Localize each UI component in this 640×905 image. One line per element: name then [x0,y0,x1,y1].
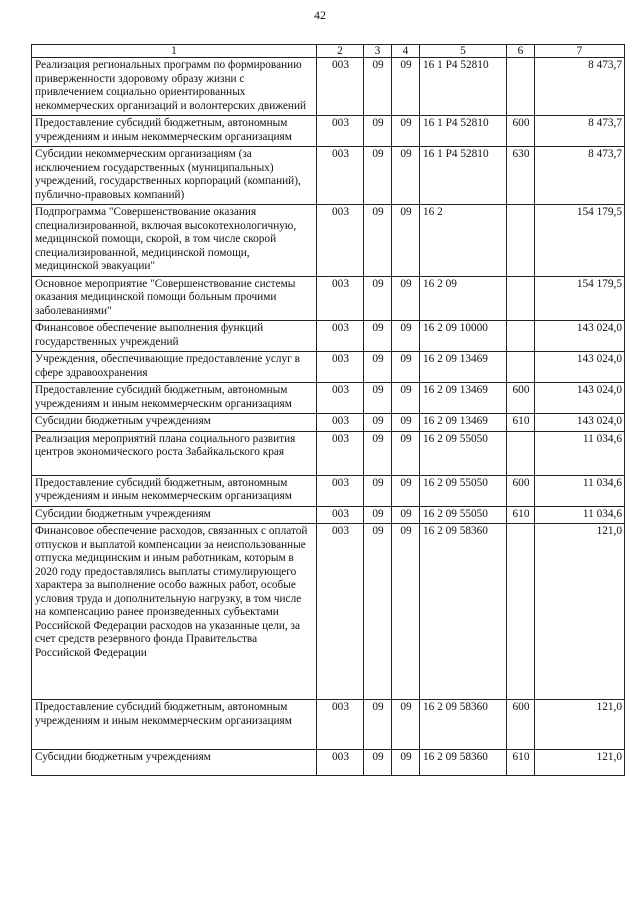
target-article: 16 2 09 55050 [420,475,507,506]
section-code: 09 [364,321,392,352]
subsection-code: 09 [392,414,420,432]
row-name: Учреждения, обеспечивающие предоставление услуг в сфере здравоохранения [32,352,317,383]
table-row [32,414,625,432]
expense-type [507,205,535,277]
subsection-code: 09 [392,58,420,116]
subsection-code: 09 [392,431,420,475]
grbs-code: 003 [317,414,364,432]
column-header: 4 [392,45,420,58]
target-article: 16 2 09 55050 [420,431,507,475]
row-name: Предоставление субсидий бюджетным, автономным учреждениям и иным некоммерческим организациям [32,475,317,506]
subsection-code: 09 [392,750,420,776]
section-code: 09 [364,116,392,147]
expense-type: 610 [507,506,535,524]
grbs-code: 003 [317,475,364,506]
expense-type [507,524,535,700]
grbs-code: 003 [317,431,364,475]
table-row [32,750,625,776]
grbs-code: 003 [317,700,364,750]
column-header: 7 [535,45,625,58]
subsection-code: 09 [392,506,420,524]
row-name: Реализация региональных программ по формированию приверженности здоровому образу жизни с привлечением социально ориентированных некоммерческих организаций и волонтерских движений [32,58,317,116]
target-article: 16 2 09 13469 [420,352,507,383]
table-row [32,205,625,277]
amount: 154 179,5 [535,276,625,321]
section-code: 09 [364,147,392,205]
row-name: Предоставление субсидий бюджетным, автономным учреждениям и иным некоммерческим организациям [32,700,317,750]
expense-type: 610 [507,750,535,776]
section-code: 09 [364,58,392,116]
table-row [32,147,625,205]
grbs-code: 003 [317,58,364,116]
table-row [32,524,625,700]
row-name: Субсидии некоммерческим организациям (за исключением государственных (муниципальных) учреждений, государственных корпораций (компаний), публично-правовых компаний) [32,147,317,205]
target-article: 16 1 Р4 52810 [420,147,507,205]
expense-type [507,58,535,116]
amount: 121,0 [535,750,625,776]
amount: 11 034,6 [535,475,625,506]
column-header: 3 [364,45,392,58]
subsection-code: 09 [392,276,420,321]
header-row [32,45,625,58]
section-code: 09 [364,205,392,277]
target-article: 16 2 09 13469 [420,383,507,414]
row-name: Предоставление субсидий бюджетным, автономным учреждениям и иным некоммерческим организациям [32,383,317,414]
expense-type: 630 [507,147,535,205]
section-code: 09 [364,431,392,475]
target-article: 16 2 [420,205,507,277]
subsection-code: 09 [392,116,420,147]
target-article: 16 2 09 55050 [420,506,507,524]
expense-type [507,431,535,475]
expense-type: 600 [507,116,535,147]
amount: 143 024,0 [535,352,625,383]
target-article: 16 1 Р4 52810 [420,116,507,147]
target-article: 16 2 09 13469 [420,414,507,432]
target-article: 16 2 09 58360 [420,524,507,700]
expense-type: 600 [507,475,535,506]
amount: 121,0 [535,524,625,700]
row-name: Финансовое обеспечение выполнения функций государственных учреждений [32,321,317,352]
table-row [32,276,625,321]
subsection-code: 09 [392,352,420,383]
column-header: 1 [32,45,317,58]
table-row [32,506,625,524]
amount: 154 179,5 [535,205,625,277]
column-header: 6 [507,45,535,58]
column-header: 2 [317,45,364,58]
amount: 8 473,7 [535,58,625,116]
target-article: 16 2 09 10000 [420,321,507,352]
grbs-code: 003 [317,506,364,524]
expense-type: 600 [507,383,535,414]
section-code: 09 [364,383,392,414]
grbs-code: 003 [317,205,364,277]
row-name: Субсидии бюджетным учреждениям [32,414,317,432]
target-article: 16 2 09 [420,276,507,321]
grbs-code: 003 [317,276,364,321]
expense-type [507,352,535,383]
subsection-code: 09 [392,383,420,414]
subsection-code: 09 [392,700,420,750]
expense-type: 610 [507,414,535,432]
subsection-code: 09 [392,475,420,506]
amount: 11 034,6 [535,506,625,524]
column-header: 5 [420,45,507,58]
table-row [32,58,625,116]
table-row [32,431,625,475]
section-code: 09 [364,524,392,700]
table-row [32,116,625,147]
row-name: Финансовое обеспечение расходов, связанных с оплатой отпусков и выплатой компенсации за неиспользованные отпуска медицинским и иным работникам, которым в 2020 году предоставлялись выплаты стимулирующего характера за выполнение особо важных работ, особые условия труда и дополнительную нагрузку, в том числе на компенсацию ранее произведенных субъектами Российской Федерации расходов на указанные цели, за счет средств резервного фонда Правительства Российской Федерации [32,524,317,700]
subsection-code: 09 [392,321,420,352]
grbs-code: 003 [317,750,364,776]
grbs-code: 003 [317,116,364,147]
budget-table [31,44,625,776]
table-row [32,383,625,414]
subsection-code: 09 [392,205,420,277]
target-article: 16 1 Р4 52810 [420,58,507,116]
target-article: 16 2 09 58360 [420,750,507,776]
amount: 8 473,7 [535,116,625,147]
grbs-code: 003 [317,321,364,352]
table-row [32,321,625,352]
subsection-code: 09 [392,147,420,205]
amount: 121,0 [535,700,625,750]
section-code: 09 [364,352,392,383]
amount: 143 024,0 [535,383,625,414]
grbs-code: 003 [317,524,364,700]
expense-type [507,276,535,321]
row-name: Реализация мероприятий плана социального развития центров экономического роста Забайкальского края [32,431,317,475]
grbs-code: 003 [317,147,364,205]
section-code: 09 [364,276,392,321]
row-name: Субсидии бюджетным учреждениям [32,750,317,776]
target-article: 16 2 09 58360 [420,700,507,750]
amount: 143 024,0 [535,414,625,432]
section-code: 09 [364,475,392,506]
section-code: 09 [364,750,392,776]
table-row [32,700,625,750]
table-row [32,352,625,383]
section-code: 09 [364,506,392,524]
row-name: Основное мероприятие "Совершенствование системы оказания медицинской помощи больным прочими заболеваниями" [32,276,317,321]
row-name: Подпрограмма "Совершенствование оказания специализированной, включая высокотехнологичную, медицинской помощи, скорой, в том числе скорой специализированной, медицинской помощи, медицинской эвакуации" [32,205,317,277]
row-name: Предоставление субсидий бюджетным, автономным учреждениям и иным некоммерческим организациям [32,116,317,147]
amount: 143 024,0 [535,321,625,352]
grbs-code: 003 [317,383,364,414]
section-code: 09 [364,700,392,750]
expense-type [507,321,535,352]
row-name: Субсидии бюджетным учреждениям [32,506,317,524]
table-row [32,475,625,506]
subsection-code: 09 [392,524,420,700]
amount: 11 034,6 [535,431,625,475]
section-code: 09 [364,414,392,432]
page-number: 42 [314,8,326,22]
amount: 8 473,7 [535,147,625,205]
grbs-code: 003 [317,352,364,383]
expense-type: 600 [507,700,535,750]
